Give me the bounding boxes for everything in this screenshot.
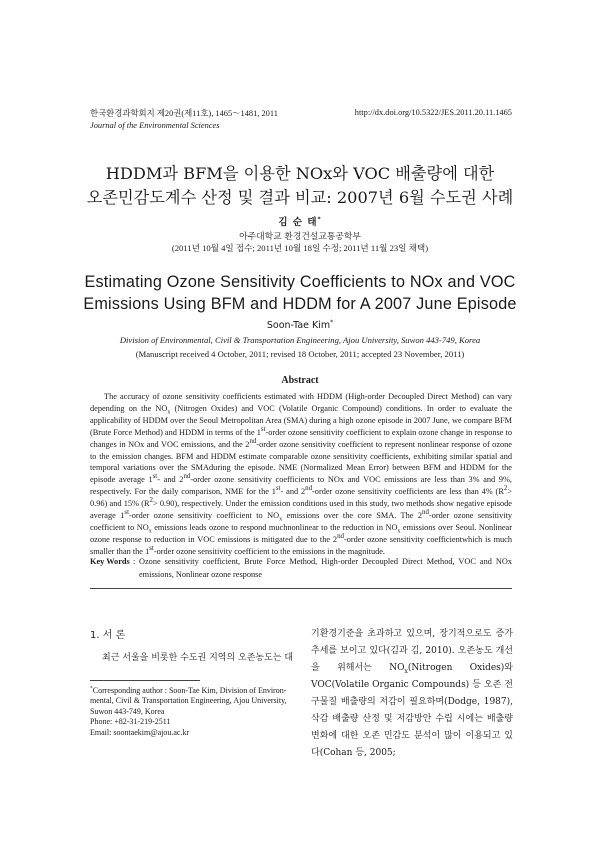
section-heading: 1. 서 론 bbox=[90, 630, 126, 641]
dates-english: (Manuscript received 4 October, 2011; revised 18 October, 2011; accepted 23 November, 2011) bbox=[135, 349, 465, 359]
footnote-divider bbox=[90, 680, 200, 681]
keywords-label: Key Words bbox=[90, 557, 130, 566]
title-english-line1: Estimating Ozone Sensitivity Coefficients to NOx and VOC bbox=[84, 273, 516, 291]
abstract-heading: Abstract bbox=[281, 375, 319, 386]
keywords-separator: : bbox=[133, 557, 136, 566]
title-korean bbox=[0, 162, 600, 210]
journal-header bbox=[90, 108, 278, 132]
title-english-line2: Emissions Using BFM and HDDM for A 2007 June Episode bbox=[83, 295, 517, 313]
footnote-author: *Corresponding author : Soon-Tae Kim, Division of Environ-mental, Civil & Transportation Engineering, Ajou University, Suwon 443-749, Korea bbox=[90, 685, 287, 716]
divider bbox=[90, 588, 512, 589]
affiliation-english: Division of Environmental, Civil & Transportation Engineering, Ajou University, Suwon 443-749, Korea bbox=[119, 335, 481, 345]
footnote-phone: Phone: +82-31-219-2511 bbox=[90, 717, 171, 727]
footnote bbox=[90, 686, 302, 738]
keywords bbox=[90, 556, 512, 581]
author-korean-name: 김 순 태 bbox=[278, 217, 318, 228]
doi-link[interactable]: http://dx.doi.org/10.5322/JES.2011.20.11.1465 bbox=[354, 108, 512, 117]
author-korean bbox=[0, 214, 600, 228]
abstract-body: The accuracy of ozone sensitivity coefficients estimated with HDDM (High-order Decoupled Direct Method) can vary depending on the $NO_x$ (Nitrogen Oxides) and VOC (Volatile Organic Compound) conditions. In order to evaluate the applicability of HDDM over the Seoul Metropolitan Area (SMA) during a high ozone episode in 2007 June, we compare BFM (Brute Force Method) and HDDM in terms of the 1st-order ozone sensitivity coefficient to explain ozone change in response to changes in NOx and VOC emissions, and the 2nd-order ozone sensitivity coefficient to represent nonlinear response of ozone to the emission changes. BFM and HDDM estimate comparable ozone sensitivity coefficients, exhibiting similar spatial and temporal variations over the SMAduring the episode. NME (Normalized Mean Error) between BFM and HDDM for the episode average 1st- and 2nd-order ozone sensitivity coefficients to NOx and VOC emissions are less than 3% and 9%, respectively. For the daily comparison, NME for the 1st- and 2nd-order ozone sensitivity coefficients are less than 4% $(R^2> 0.96)$ and 15% $(R^2> 0.90)$, respectively. Under the emission conditions used in this study, two methods show negative episode average 1st-order ozone sensitivity coefficient to $NO_x$ emissions over the core SMA. The 2nd-order ozone sensitivity coefficient to $NO_x$ emissions leads ozone to respond muchnonlinear to the reduction in $NO_x$ emissions over Seoul. Nonlinear ozone response to reduction in VOC emissions is mitigated due to the 2nd-order ozone sensitivity coefficientwhich is much smaller than the 1st-order ozone sensitivity coefficient to the emissions in the magnitude. bbox=[90, 392, 513, 556]
dates-korean: (2011년 10월 4일 접수; 2011년 10월 18일 수정; 2011년 11월 23일 채택) bbox=[171, 243, 429, 253]
title-english bbox=[0, 271, 600, 315]
title-korean-line1: HDDM과 BFM을 이용한 NOx와 VOC 배출량에 대한 bbox=[105, 164, 495, 183]
footnote-email[interactable]: Email: soontaekim@ajou.ac.kr bbox=[90, 727, 190, 737]
journal-name-en: Journal of the Environmental Sciences bbox=[90, 121, 220, 130]
author-english-name: Soon-Tae Kim bbox=[266, 320, 331, 331]
body-column-right: 기환경기준을 초과하고 있으며, 장기적으로도 증가추세를 보이고 있다(김과 김, 2010). 오존농도 개선을 위해서는 $NO_x(Nitrogen$ Oxides)와 VOC(Volatile Organic Compounds) 등 오존 전구물질 배출량의 저감이 필요하며(Dodge, 1987), 삭감 배출량 산정 및 저감방안 수립 시에는 배출량 변화에 대한 오존 민감도 분석이 많이 이용되고 있다(Cohan 등, 2005; bbox=[311, 629, 514, 758]
body-column-left: 최근 서울을 비롯한 수도권 지역의 오존농도는 대 bbox=[102, 653, 294, 663]
affiliation-korean: 아주대학교 환경건설교통공학부 bbox=[239, 232, 361, 242]
title-korean-line2: 오존민감도계수 산정 및 결과 비교: 2007년 6월 수도권 사례 bbox=[86, 188, 514, 207]
journal-citation-ko: 한국환경과학회지 제20권(제11호), 1465～1481, 2011 bbox=[90, 109, 278, 118]
author-korean-mark: * bbox=[317, 215, 322, 223]
author-english bbox=[0, 320, 600, 331]
author-english-mark: * bbox=[330, 318, 334, 326]
keywords-text: Ozone sensitivity coefficient, Brute Force Method, High-order Decoupled Direct Method, VOC and NOx emissions, Nonlinear ozone response bbox=[139, 557, 512, 579]
